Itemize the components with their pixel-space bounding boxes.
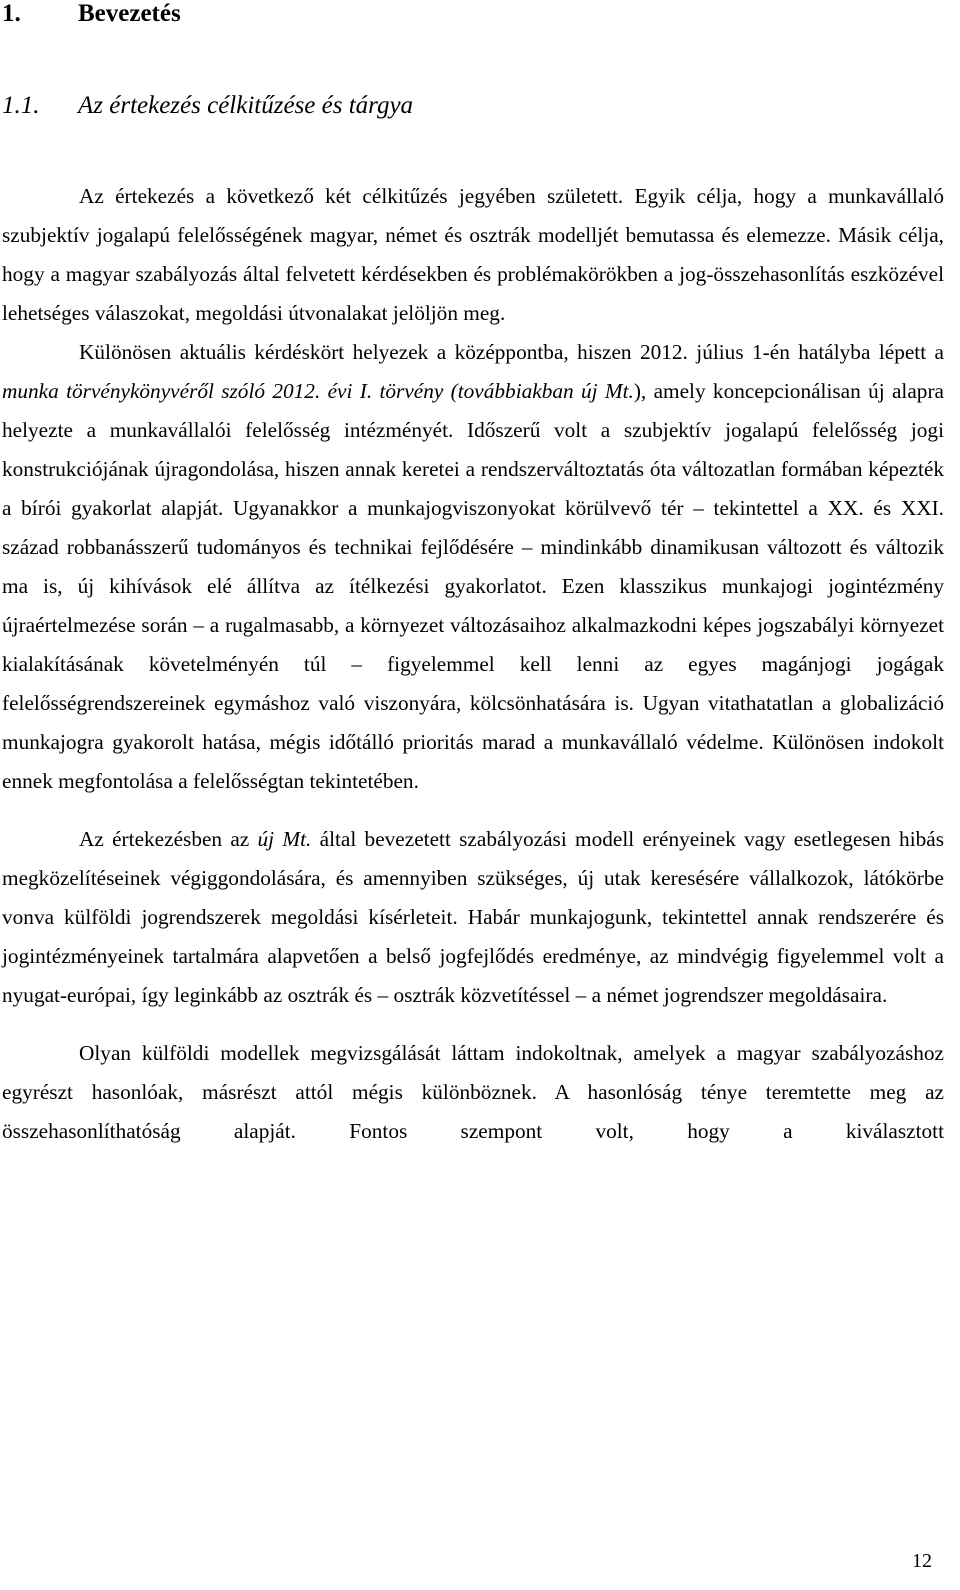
paragraph-2-italic-law-title: munka törvénykönyvéről szóló 2012. évi I. törvény (továbbiakban új Mt. xyxy=(2,379,634,403)
paragraph-3-text-b: által bevezetett szabályozási modell erényeinek vagy esetlegesen hibás megközelítéseinek végiggondolására, és amennyiben szükséges, új utak keresésére vállalkozok, látókörbe vonva külföldi jogrendszerek megoldási kísérleteit. Habár munkajogunk, tekintettel annak rendszerére és jogintézményeinek tartalmára alapvetően a belső jogfejlődés eredménye, az mindvégig figyelemmel volt a nyugat-európai, így leginkább az osztrák és – osztrák közvetítéssel – a német jogrendszer megoldásaira. xyxy=(2,827,944,1007)
chapter-title: Bevezetés xyxy=(78,0,181,27)
paragraph-3 xyxy=(2,820,944,1015)
paragraph-2-text-b: ), amely koncepcionálisan új alapra helyezte a munkavállalói felelősség intézményét. Időszerű volt a szubjektív jogalapú felelősség jogi konstrukciójának újragondolása, hiszen annak keretei a rendszerváltoztatás óta változatlan formában képezték a bírói gyakorlat alapját. Ugyanakkor a munkajogviszonyokat körülvevő tér – tekintettel a XX. és XXI. század robbanásszerű tudományos és technikai fejlődésére – mindinkább dinamikusan változott és változik ma is, új kihívások elé állítva az ítélkezési gyakorlatot. Ezen klasszikus munkajogi jogintézmény újraértelmezése során – a rugalmasabb, a környezet változásaihoz alkalmazkodni képes jogszabályi környezet kialakításának követelményén túl – figyelemmel kell lenni az egyes magánjogi jogágak felelősségrendszereinek egymáshoz való viszonyára, kölcsönhatására is. Ugyan vitathatatlan a globalizáció munkajogra gyakorolt hatása, mégis időtálló prioritás marad a munkavállaló védelme. Különösen indokolt ennek megfontolása a felelősségtan tekintetében. xyxy=(2,379,944,793)
paragraph-3-italic-mt: új Mt. xyxy=(257,827,312,851)
paragraph-2 xyxy=(2,333,944,801)
paragraph-4: Olyan külföldi modellek megvizsgálását láttam indokoltnak, amelyek a magyar szabályozáshoz egyrészt hasonlóak, másrészt attól mégis különböznek. A hasonlóság ténye teremtette meg az összehasonlíthatóság alapját. Fontos szempont volt, hogy a kiválasztott xyxy=(2,1041,944,1143)
page-number: 12 xyxy=(912,1550,932,1572)
paragraph-2-text-a: Különösen aktuális kérdéskört helyezek a középpontba, hiszen 2012. július 1-én hatályba lépett a xyxy=(79,340,944,364)
section-heading xyxy=(2,89,413,123)
section-title: Az értekezés célkitűzése és tárgya xyxy=(78,92,414,119)
paragraph-1: Az értekezés a következő két célkitűzés jegyében született. Egyik célja, hogy a munkavállaló szubjektív jogalapú felelősségének magyar, német és osztrák modelljét bemutassa és elemezze. Másik célja, hogy a magyar szabályozás által felvetett kérdésekben és problémakörökben a jog-összehasonlítás eszközével lehetséges válaszokat, megoldási útvonalakat jelöljön meg. xyxy=(2,184,944,325)
chapter-number: 1. xyxy=(2,0,21,27)
paragraph-3-text-a: Az értekezésben az xyxy=(79,827,258,851)
chapter-heading xyxy=(2,0,181,31)
section-number: 1.1. xyxy=(2,92,40,119)
body-text xyxy=(2,177,944,1151)
